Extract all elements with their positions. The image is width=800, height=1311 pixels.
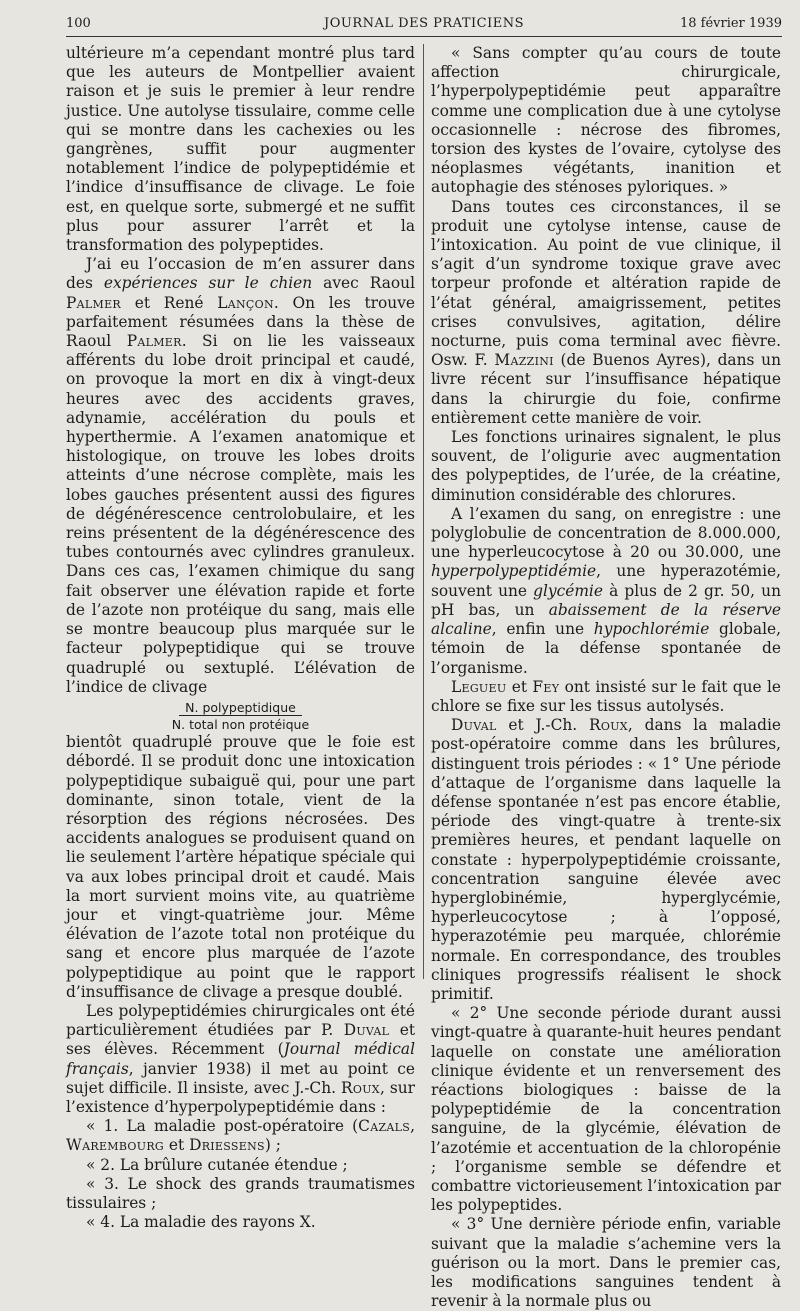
quote-paragraph: « Sans compter qu’au cours de toute affection chirurgicale, l’hyperpolypeptidémie peut apparaître comme une complication due à une cytolyse occasionnelle : nécrose des fibromes, torsion des kystes de l’ovaire, cytolyse des néoplasmes végétants, inanition et autophagie des sténoses pyloriques. » [431, 44, 781, 197]
author-name: Cazals [358, 1117, 411, 1136]
list-item: « 2. La brûlure cutanée étendue ; [86, 1155, 348, 1174]
paragraph: J’ai eu l’occasion de m’en assurer dans des expériences sur le chien avec Raoul Palmer et René Lançon. On les trouve parfaitement résumées dans la thèse de Raoul Palmer. Si on lie les vaisseaux afférents du lobe droit principal et caudé, on provoque la mort en dix à vingt-deux heures avec des accidents graves, adynamie, accélération du pouls et hyperthermie. A l’examen anatomique et histologique, on trouve les lobes droits atteints d’une nécrose complète, mais les lobes gauches présentent aussi des figures de dégénérescence centrolobulaire, et les reins présentent de la dégénérescence des tubes contournés avec cylindres granuleux. Dans ces cas, l’examen chimique du sang fait observer une élévation rapide et forte de l’azote non protéique du sang, mais elle se montre beaucoup plus marquée sur le facteur polypeptidique qui se trouve quadruplé ou sextuplé. L’élévation de l’indice de clivage [66, 255, 415, 696]
list-item: « 4. La maladie des rayons X. [86, 1213, 316, 1232]
author-name: Duval [343, 1021, 390, 1040]
right-column [431, 44, 781, 1311]
author-name: Warembourg [66, 1136, 164, 1155]
fraction-denominator: N. total non protéique [171, 717, 310, 733]
paragraph: Dans toutes ces circonstances, il se produit une cytolyse intense, cause de l’intoxication. Au point de vue clinique, il s’agit d’un syndrome toxique grave avec torpeur profonde et altération rapide de l’état général, amaigrissement, petites crises convulsives, agitation, délire nocturne, puis coma terminal avec fièvre. Osw. F. Mazzini (de Buenos Ayres), dans un livre récent sur l’insuffisance hépatique dans la chirurgie du foie, confirme entièrement cette manière de voir. [431, 197, 781, 427]
issue-date: 18 février 1939 [679, 16, 782, 31]
paragraph: Les polypeptidémies chirurgicales ont été particulièrement étudiées par P. Duval et ses élèves. Récemment (Journal médical français, janvier 1938) il met au point ce sujet difficile. Il insiste, avec J.-Ch. Roux, sur l’existence d’hyperpolypeptidémie dans : [66, 1001, 416, 1116]
paragraph: A l’examen du sang, on enregistre : une polyglobulie de concentration de 8.000.000, une hyperleucocytose à 20 ou 30.000, une hyperpolypeptidémie, une hyperazotémie, souvent une glycémie à plus de 2 gr. 50, un pH bas, un abaissement de la réserve alcaline, enfin une hypochlorémie globale, témoin de la défense spontanée de l’organisme. [431, 504, 782, 677]
author-name: Palmer [126, 332, 182, 351]
author-name: Roux [341, 1078, 380, 1097]
paragraph: Les fonctions urinaires signalent, le plus souvent, de l’oligurie avec augmentation des polypeptides, de l’urée, de la créatine, diminution considérable des chlorures. [431, 428, 781, 504]
author-name: Lançon [217, 293, 274, 312]
paragraph: Legueu et Fey ont insisté sur le fait que le chlore se fixe sur les tissus autolysés. [431, 677, 781, 715]
paragraph: « 2° Une seconde période durant aussi vingt-quatre à quarante-huit heures pendant laquelle on constate une amélioration clinique évidente et un renversement des réactions biologiques : baisse de la polypeptidémie de la concentration sanguine, de la glycémie, élévation de l’azotémie et accentuation de la chloropénie ; l’organisme semble se défendre et combattre victorieusement l’intoxication par les polypeptides. [431, 1004, 781, 1215]
running-header [66, 14, 782, 36]
author-name: Driessens [189, 1136, 265, 1155]
left-column [66, 44, 415, 1232]
paragraph: ultérieure m’a cependant montré plus tard que les auteurs de Montpellier avaient raison et je suis le premier à leur rendre justice. Une autolyse tissulaire, comme celle qui se montre dans les cachexies ou les gangrènes, suffit pour augmenter notablement l’indice de polypeptidémie et l’indice d’insuffisance de clivage. Le foie est, en quelque sorte, submergé et ne suffit plus pour assurer l’arrêt et la transformation des polypeptides. [66, 44, 415, 255]
paragraph: « 3° Une dernière période enfin, variable suivant que la maladie s’achemine vers la guérison ou la mort. Dans le premier cas, les modifications sanguines tendent à revenir à la normale plus ou [431, 1215, 781, 1311]
header-rule [66, 36, 782, 37]
list-item: « 1. La maladie post-opératoire (Cazals, Warembourg et Driessens) ; [66, 1117, 415, 1155]
cleavage-index-fraction [66, 698, 415, 732]
paragraph: Duval et J.-Ch. Roux, dans la maladie post-opératoire comme dans les brûlures, distinguent trois périodes : « 1° Une période d’attaque de l’organisme dans laquelle la défense spontanée n’est pas encore établie, période des vingt-quatre à trente-six premières heures, et pendant laquelle on constate : hyperpolypeptidémie croissante, concentration sanguine élevée avec hyperglobinémie, hyperglycémie, hyperleucocytose ; à l’opposé, hyperazotémie peu marquée, chlorémie normale. En correspondance, des troubles cliniques progressifs réalisent le shock primitif. [431, 716, 781, 1003]
author-name: Palmer [66, 293, 121, 312]
list-item: « 3. Le shock des grands traumatismes tissulaires ; [66, 1174, 415, 1212]
fraction-numerator: N. polypeptidique [179, 700, 302, 716]
author-name: Fey [532, 677, 560, 696]
author-name: Roux [589, 716, 628, 735]
column-divider [423, 44, 424, 979]
journal-title: JOURNAL DES PRATICIENS [324, 16, 524, 31]
author-name: Legueu [451, 677, 507, 696]
author-name: Mazzini [494, 351, 554, 370]
page-number: 100 [66, 16, 91, 31]
author-name: Duval [451, 716, 497, 735]
paragraph: bientôt quadruplé prouve que le foie est débordé. Il se produit donc une intoxication polypeptidique subaiguë qui, pour une part dominante, sinon totale, vient de la résorption des régions nécrosées. Des accidents analogues se produisent quand on lie seulement l’artère hépatique spéciale qui va aux lobes principal droit et caudé. Mais la mort survient moins vite, au quatrième jour et vingt-quatrième jour. Même élévation de l’azote total non protéique du sang et encore plus marquée de l’azote polypeptidique au point que le rapport d’insuffisance de clivage a presque doublé. [66, 733, 415, 1001]
